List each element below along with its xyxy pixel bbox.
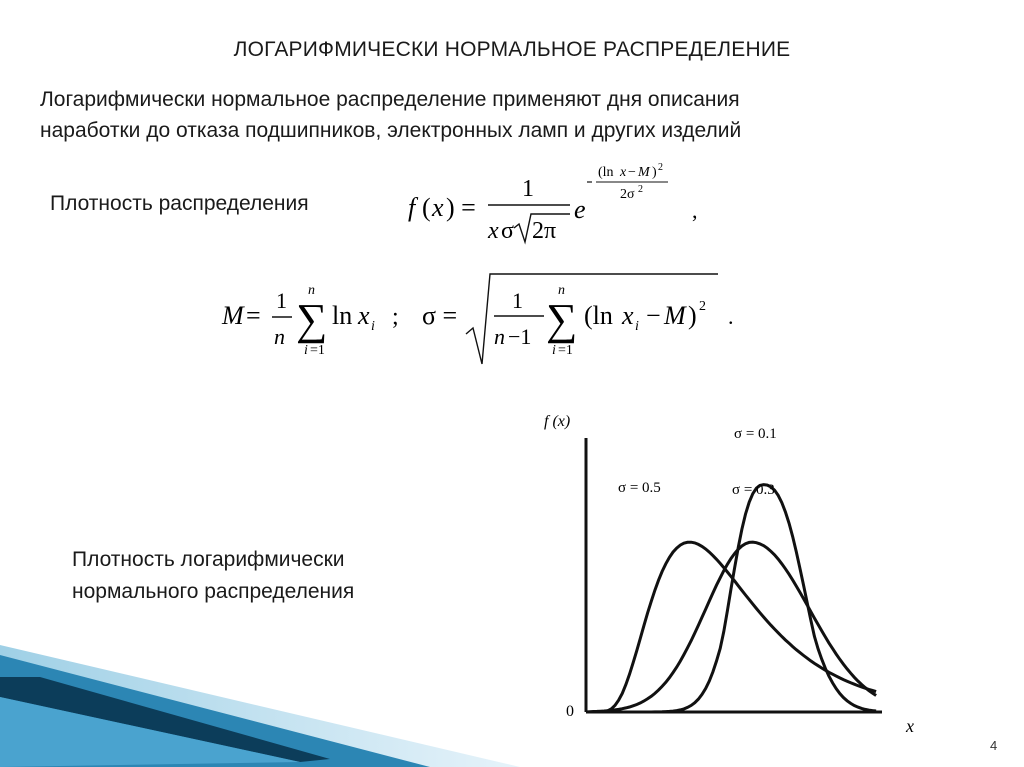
svg-text:M: M (638, 165, 650, 180)
svg-text:∑: ∑ (546, 295, 578, 344)
series-label-0: σ = 0.5 (618, 480, 661, 496)
svg-text:1: 1 (276, 288, 287, 313)
svg-text:i: i (552, 343, 556, 358)
x-axis-label: x (906, 716, 914, 736)
svg-text:1: 1 (522, 176, 534, 202)
svg-text:f: f (408, 193, 416, 222)
svg-text:−: − (646, 301, 661, 330)
svg-text:2: 2 (638, 184, 643, 195)
intro-line-1: Логарифмически нормальное распределение применяют дня описания (40, 88, 740, 111)
svg-text:=1: =1 (558, 343, 573, 358)
svg-text:x: x (620, 165, 627, 180)
density-label: Плотность распределения (50, 192, 309, 215)
svg-text:): ) (652, 165, 657, 180)
svg-text:σ =: σ = (422, 301, 458, 330)
svg-text:n: n (558, 283, 565, 298)
svg-text:2π: 2π (532, 218, 557, 244)
svg-text:(ln: (ln (598, 165, 614, 180)
lognormal-density-chart (540, 400, 940, 760)
intro-line-2: наработки до отказа подшипников, электронных ламп и других изделий (40, 119, 742, 142)
mean-formula (220, 272, 420, 382)
svg-text:): ) (688, 301, 697, 330)
series-label-2: σ = 0.3 (732, 482, 775, 498)
svg-text:) =: ) = (446, 193, 476, 222)
svg-text:(ln: (ln (584, 301, 613, 330)
svg-text:x: x (358, 301, 370, 330)
svg-text:1: 1 (512, 288, 523, 313)
density-curve-0 (586, 542, 876, 712)
svg-text:2σ: 2σ (620, 187, 635, 202)
svg-text:M: M (664, 301, 686, 330)
svg-text:x: x (622, 301, 634, 330)
plot-label (72, 544, 492, 608)
series-label-1: σ = 0.1 (734, 426, 777, 442)
svg-text:−: − (628, 165, 636, 180)
svg-text:ln: ln (332, 301, 353, 330)
y-axis-label: f (x) (544, 413, 571, 430)
page-number: 4 (990, 738, 998, 753)
svg-text:x: x (488, 218, 499, 244)
svg-text:−1: −1 (508, 324, 532, 349)
svg-text:i: i (304, 343, 308, 358)
svg-text:n: n (274, 324, 285, 349)
svg-text:2: 2 (699, 299, 706, 314)
svg-text:,: , (692, 198, 698, 223)
svg-text:=: = (246, 301, 261, 330)
density-curve-2 (586, 542, 876, 712)
svg-text:M: M (222, 301, 244, 330)
svg-text:2: 2 (658, 162, 663, 173)
svg-text:i: i (635, 319, 639, 334)
plot-label-line-2: нормального распределения (72, 580, 355, 603)
svg-text:(: ( (422, 193, 431, 222)
svg-text:x: x (432, 193, 444, 222)
svg-text:e: e (574, 195, 586, 224)
svg-text:∑: ∑ (296, 295, 328, 344)
slide-title: ЛОГАРИФМИЧЕСКИ НОРМАЛЬНОЕ РАСПРЕДЕЛЕНИЕ (233, 38, 791, 61)
origin-label: 0 (566, 703, 574, 720)
svg-text:n: n (308, 283, 315, 298)
svg-text:i: i (371, 319, 375, 334)
svg-text:σ: σ (501, 218, 514, 244)
sigma-formula (418, 266, 748, 376)
density-formula (400, 160, 720, 250)
svg-text:;: ; (392, 304, 399, 330)
corner-stripes-decoration (0, 637, 520, 767)
intro-paragraph (40, 84, 940, 146)
svg-text:.: . (728, 304, 734, 329)
plot-label-line-1: Плотность логарифмически (72, 548, 345, 571)
svg-text:n: n (494, 324, 505, 349)
svg-text:=1: =1 (310, 343, 325, 358)
